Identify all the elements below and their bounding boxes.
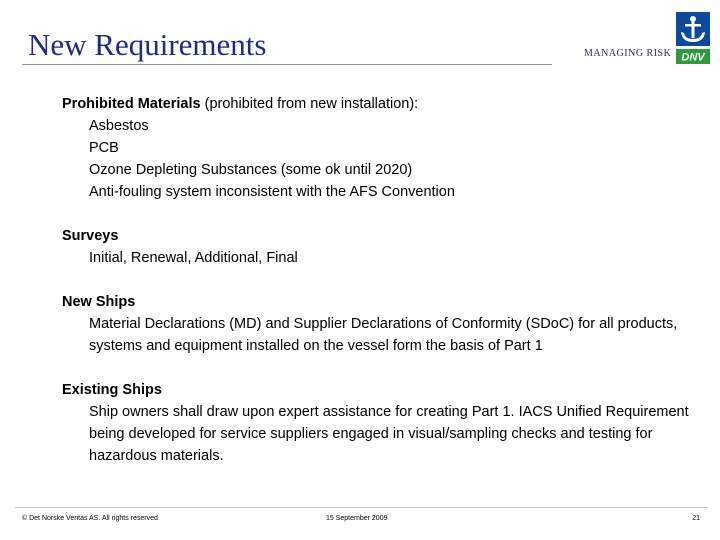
- section-prohibited-materials: [62, 93, 690, 203]
- section-heading: [62, 291, 690, 313]
- list-item: Ship owners shall draw upon expert assistance for creating Part 1. IACS Unified Requirement being developed for service suppliers engaged in visual/sampling checks and testing for hazardous materials.: [89, 404, 689, 464]
- section-heading: [62, 379, 690, 401]
- managing-risk-tagline: MANAGING RISK: [584, 48, 672, 59]
- heading-strong: Surveys: [62, 228, 119, 244]
- section-surveys: [62, 225, 690, 269]
- section-existing-ships: [62, 379, 690, 467]
- footer-page-number: 21: [692, 515, 700, 522]
- title-divider: [22, 64, 552, 65]
- dnv-logo: [676, 12, 710, 64]
- heading-strong: Prohibited Materials: [62, 96, 201, 112]
- section-new-ships: [62, 291, 690, 357]
- footer-divider: [15, 507, 708, 508]
- list-item: Asbestos: [89, 118, 149, 134]
- list-item: Anti-fouling system inconsistent with the AFS Convention: [89, 184, 455, 200]
- list-item: Ozone Depleting Substances (some ok until 2020): [89, 162, 413, 178]
- section-heading: [62, 225, 690, 247]
- logo-wordmark: DNV: [681, 51, 705, 64]
- heading-strong: New Ships: [62, 294, 136, 310]
- section-heading: [62, 93, 690, 115]
- list-item: PCB: [89, 140, 119, 156]
- page-title: New Requirements: [28, 27, 267, 62]
- list-item: Material Declarations (MD) and Supplier Declarations of Conformity (SDoC) for all products, systems and equipment installed on the vessel form the basis of Part 1: [89, 316, 678, 354]
- footer-copyright: © Det Norske Veritas AS. All rights reserved: [22, 515, 158, 522]
- slide-body: [62, 93, 690, 489]
- heading-strong: Existing Ships: [62, 382, 162, 398]
- footer-date: 15 September 2009: [326, 515, 388, 522]
- heading-suffix: (prohibited from new installation):: [200, 96, 419, 112]
- list-item: Initial, Renewal, Additional, Final: [89, 250, 298, 266]
